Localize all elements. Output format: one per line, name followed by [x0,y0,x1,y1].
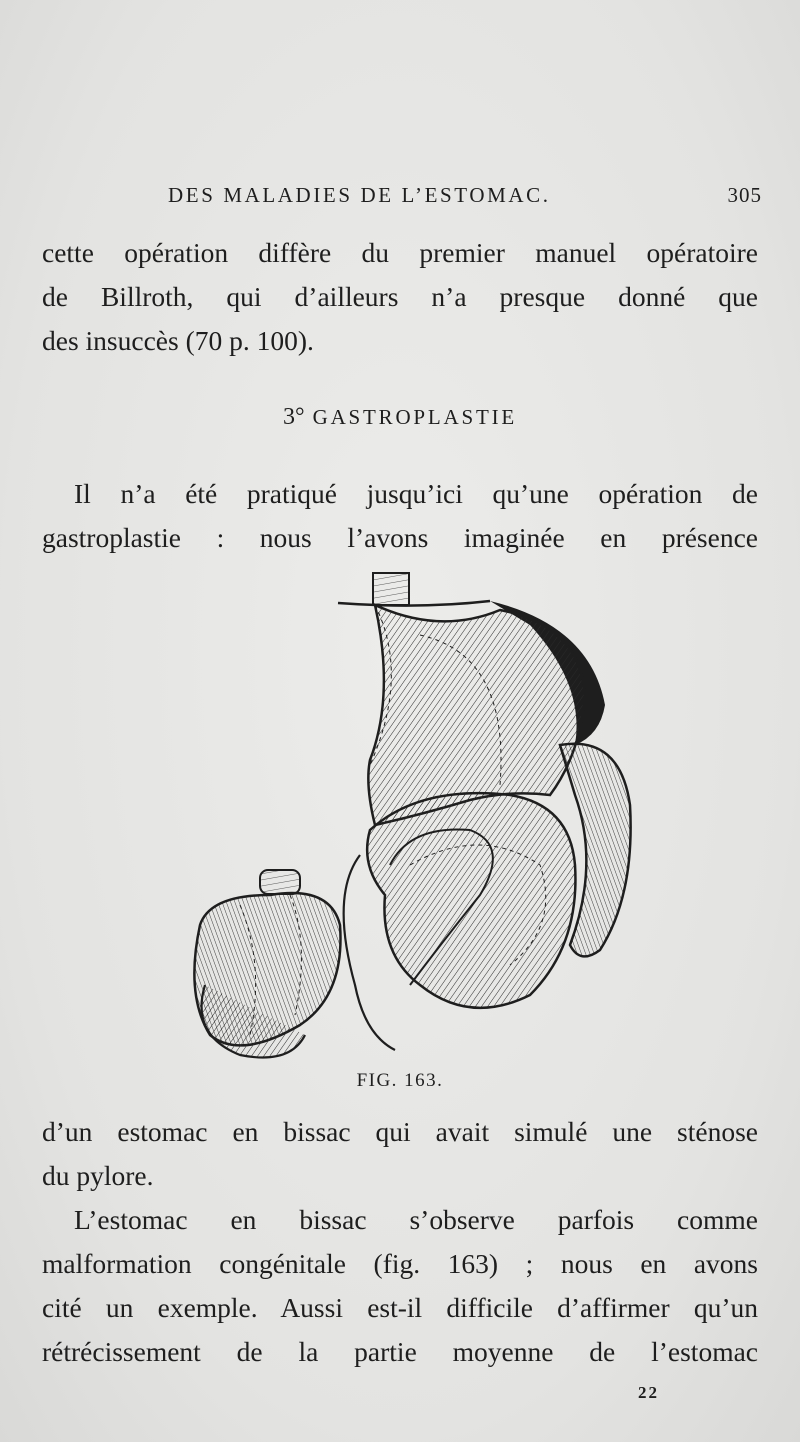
paragraph-intro [42,472,758,560]
signature-mark: 22 [638,1383,659,1402]
text-line: Il n’a été pratiqué jusqu’ici qu’une opération de [74,478,758,509]
paragraph-bissac [42,1198,758,1374]
section-heading [0,404,800,431]
text-line: rétrécissement de la partie moyenne de l’estomac [42,1336,758,1367]
text-line: des insuccès (70 p. 100). [42,325,314,356]
page-number: 305 [727,183,762,207]
stomach-illustration [180,565,640,1065]
section-title: GASTROPLASTIE [312,405,518,429]
text-line: L’estomac en bissac s’observe parfois comme [74,1204,758,1235]
text-line: du pylore. [42,1160,154,1191]
text-line: malformation congénitale (fig. 163) ; nous en avons [42,1248,758,1279]
text-line: gastroplastie : nous l’avons imaginée en présence [42,522,758,553]
text-line: de Billroth, qui d’ailleurs n’a presque donné que [42,281,758,312]
section-number: 3° [282,404,305,430]
running-head [40,183,762,213]
figure-caption: FIG. 163. [356,1070,444,1091]
running-head-title: DES MALADIES DE L’ESTOMAC. [168,183,551,207]
paragraph-continued [42,231,758,363]
text-line: cette opération diffère du premier manuel opératoire [42,237,758,268]
text-line: d’un estomac en bissac qui avait simulé une sténose [42,1116,758,1147]
text-line: cité un exemple. Aussi est-il difficile d’affirmer qu’un [42,1292,758,1323]
paragraph-continuation [42,1110,758,1198]
